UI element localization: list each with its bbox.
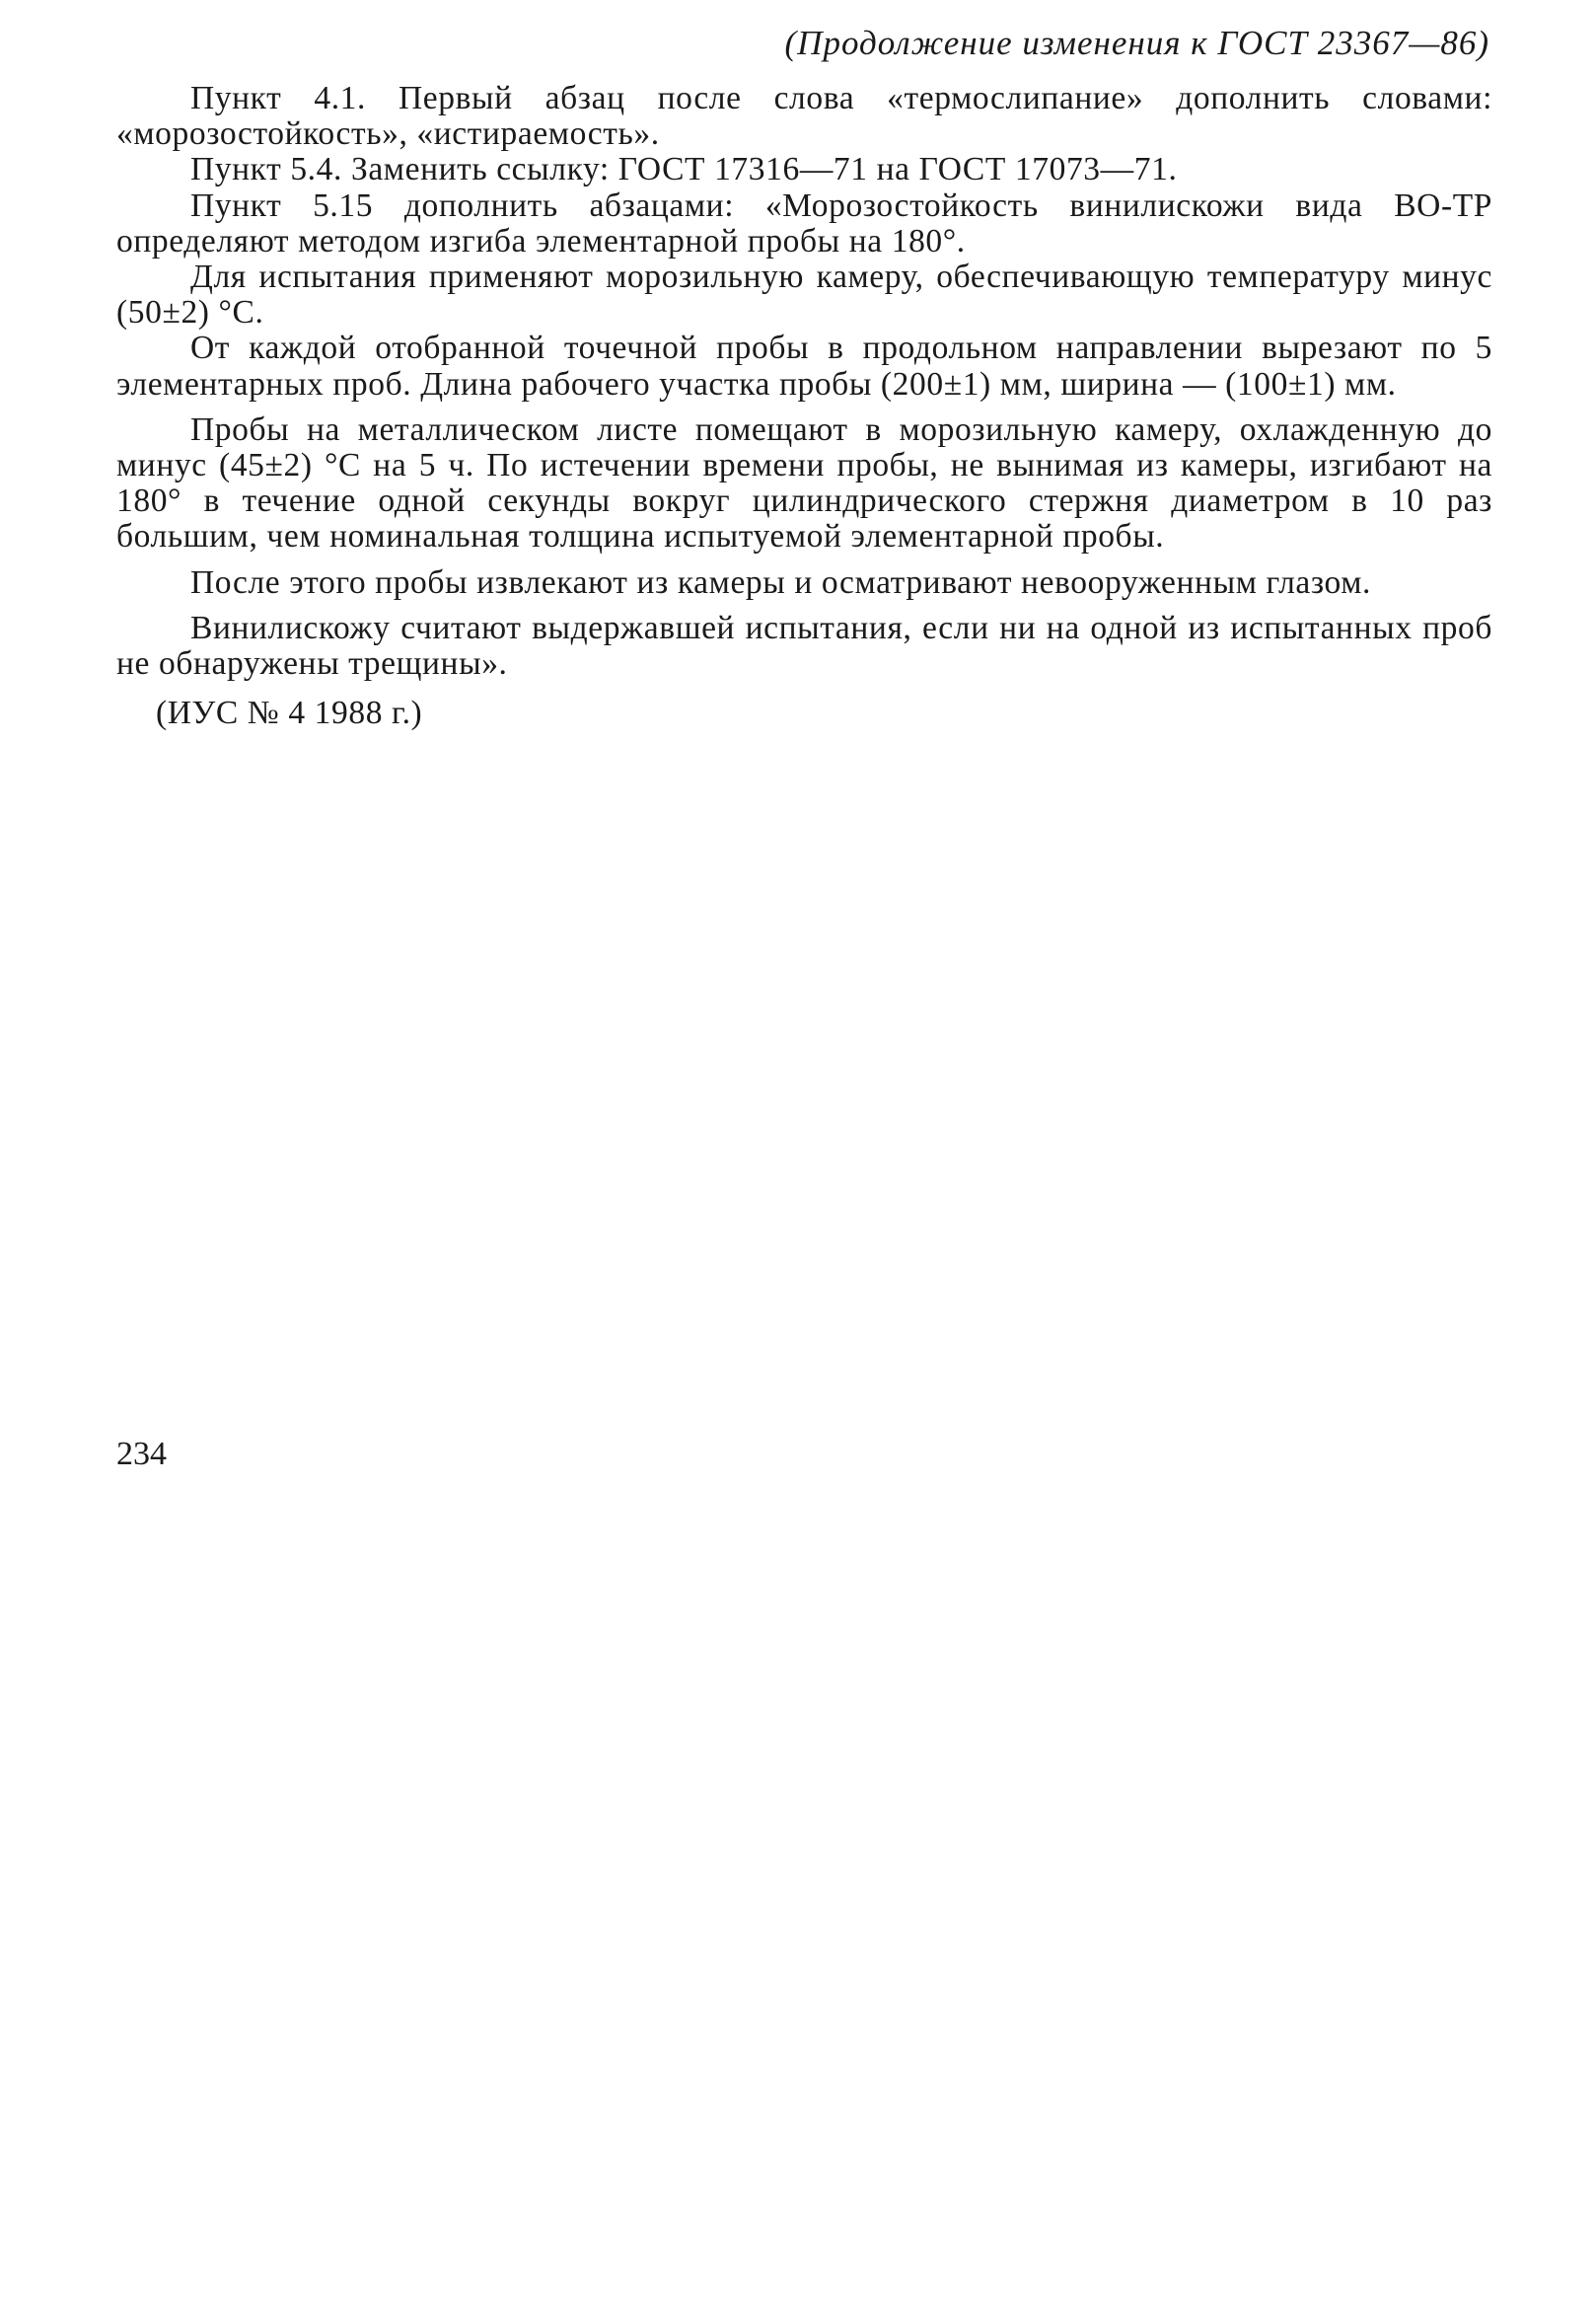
paragraph-7: После этого пробы извлекают из камеры и осматривают невооруженным глазом.: [190, 563, 1372, 601]
source-reference: (ИУС № 4 1988 г.): [156, 695, 423, 732]
paragraph-2: Пункт 5.4. Заменить ссылку: ГОСТ 17316—71 на ГОСТ 17073—71.: [190, 151, 1178, 188]
paragraph-3: Пункт 5.15 дополнить абзацами: «Морозостойкость винилискожи вида ВО-ТР определяют методом изгиба элементарной пробы на 180°.: [116, 186, 1492, 260]
paragraph-8: Винилискожу считают выдержавшей испытания, если ни на одной из испытанных проб не обнаружены трещины».: [116, 609, 1492, 683]
paragraph-1: Пункт 4.1. Первый абзац после слова «термослипание» дополнить словами: «морозостойкость», «истираемость».: [116, 80, 1492, 153]
paragraph-4: Для испытания применяют морозильную камеру, обеспечивающую температуру минус (50±2) °С.: [116, 259, 1492, 332]
document-body: [116, 81, 1492, 731]
paragraph-5: От каждой отобранной точечной пробы в продольном направлении вырезают по 5 элементарных проб. Длина рабочего участка пробы (200±1) мм, ширина — (100±1) мм.: [116, 330, 1492, 403]
page-header: (Продолжение изменения к ГОСТ 23367—86): [784, 24, 1489, 62]
page-number: 234: [116, 1436, 167, 1472]
paragraph-6: Пробы на металлическом листе помещают в морозильную камеру, охлажденную до минус (45±2) °С на 5 ч. По истечении времени пробы, не вынимая из камеры, изгибают на 180° в течение одной секунды вокруг цилиндрического стержня диаметром в 10 раз большим, чем номинальная толщина испытуемой элементарной пробы.: [116, 410, 1492, 556]
